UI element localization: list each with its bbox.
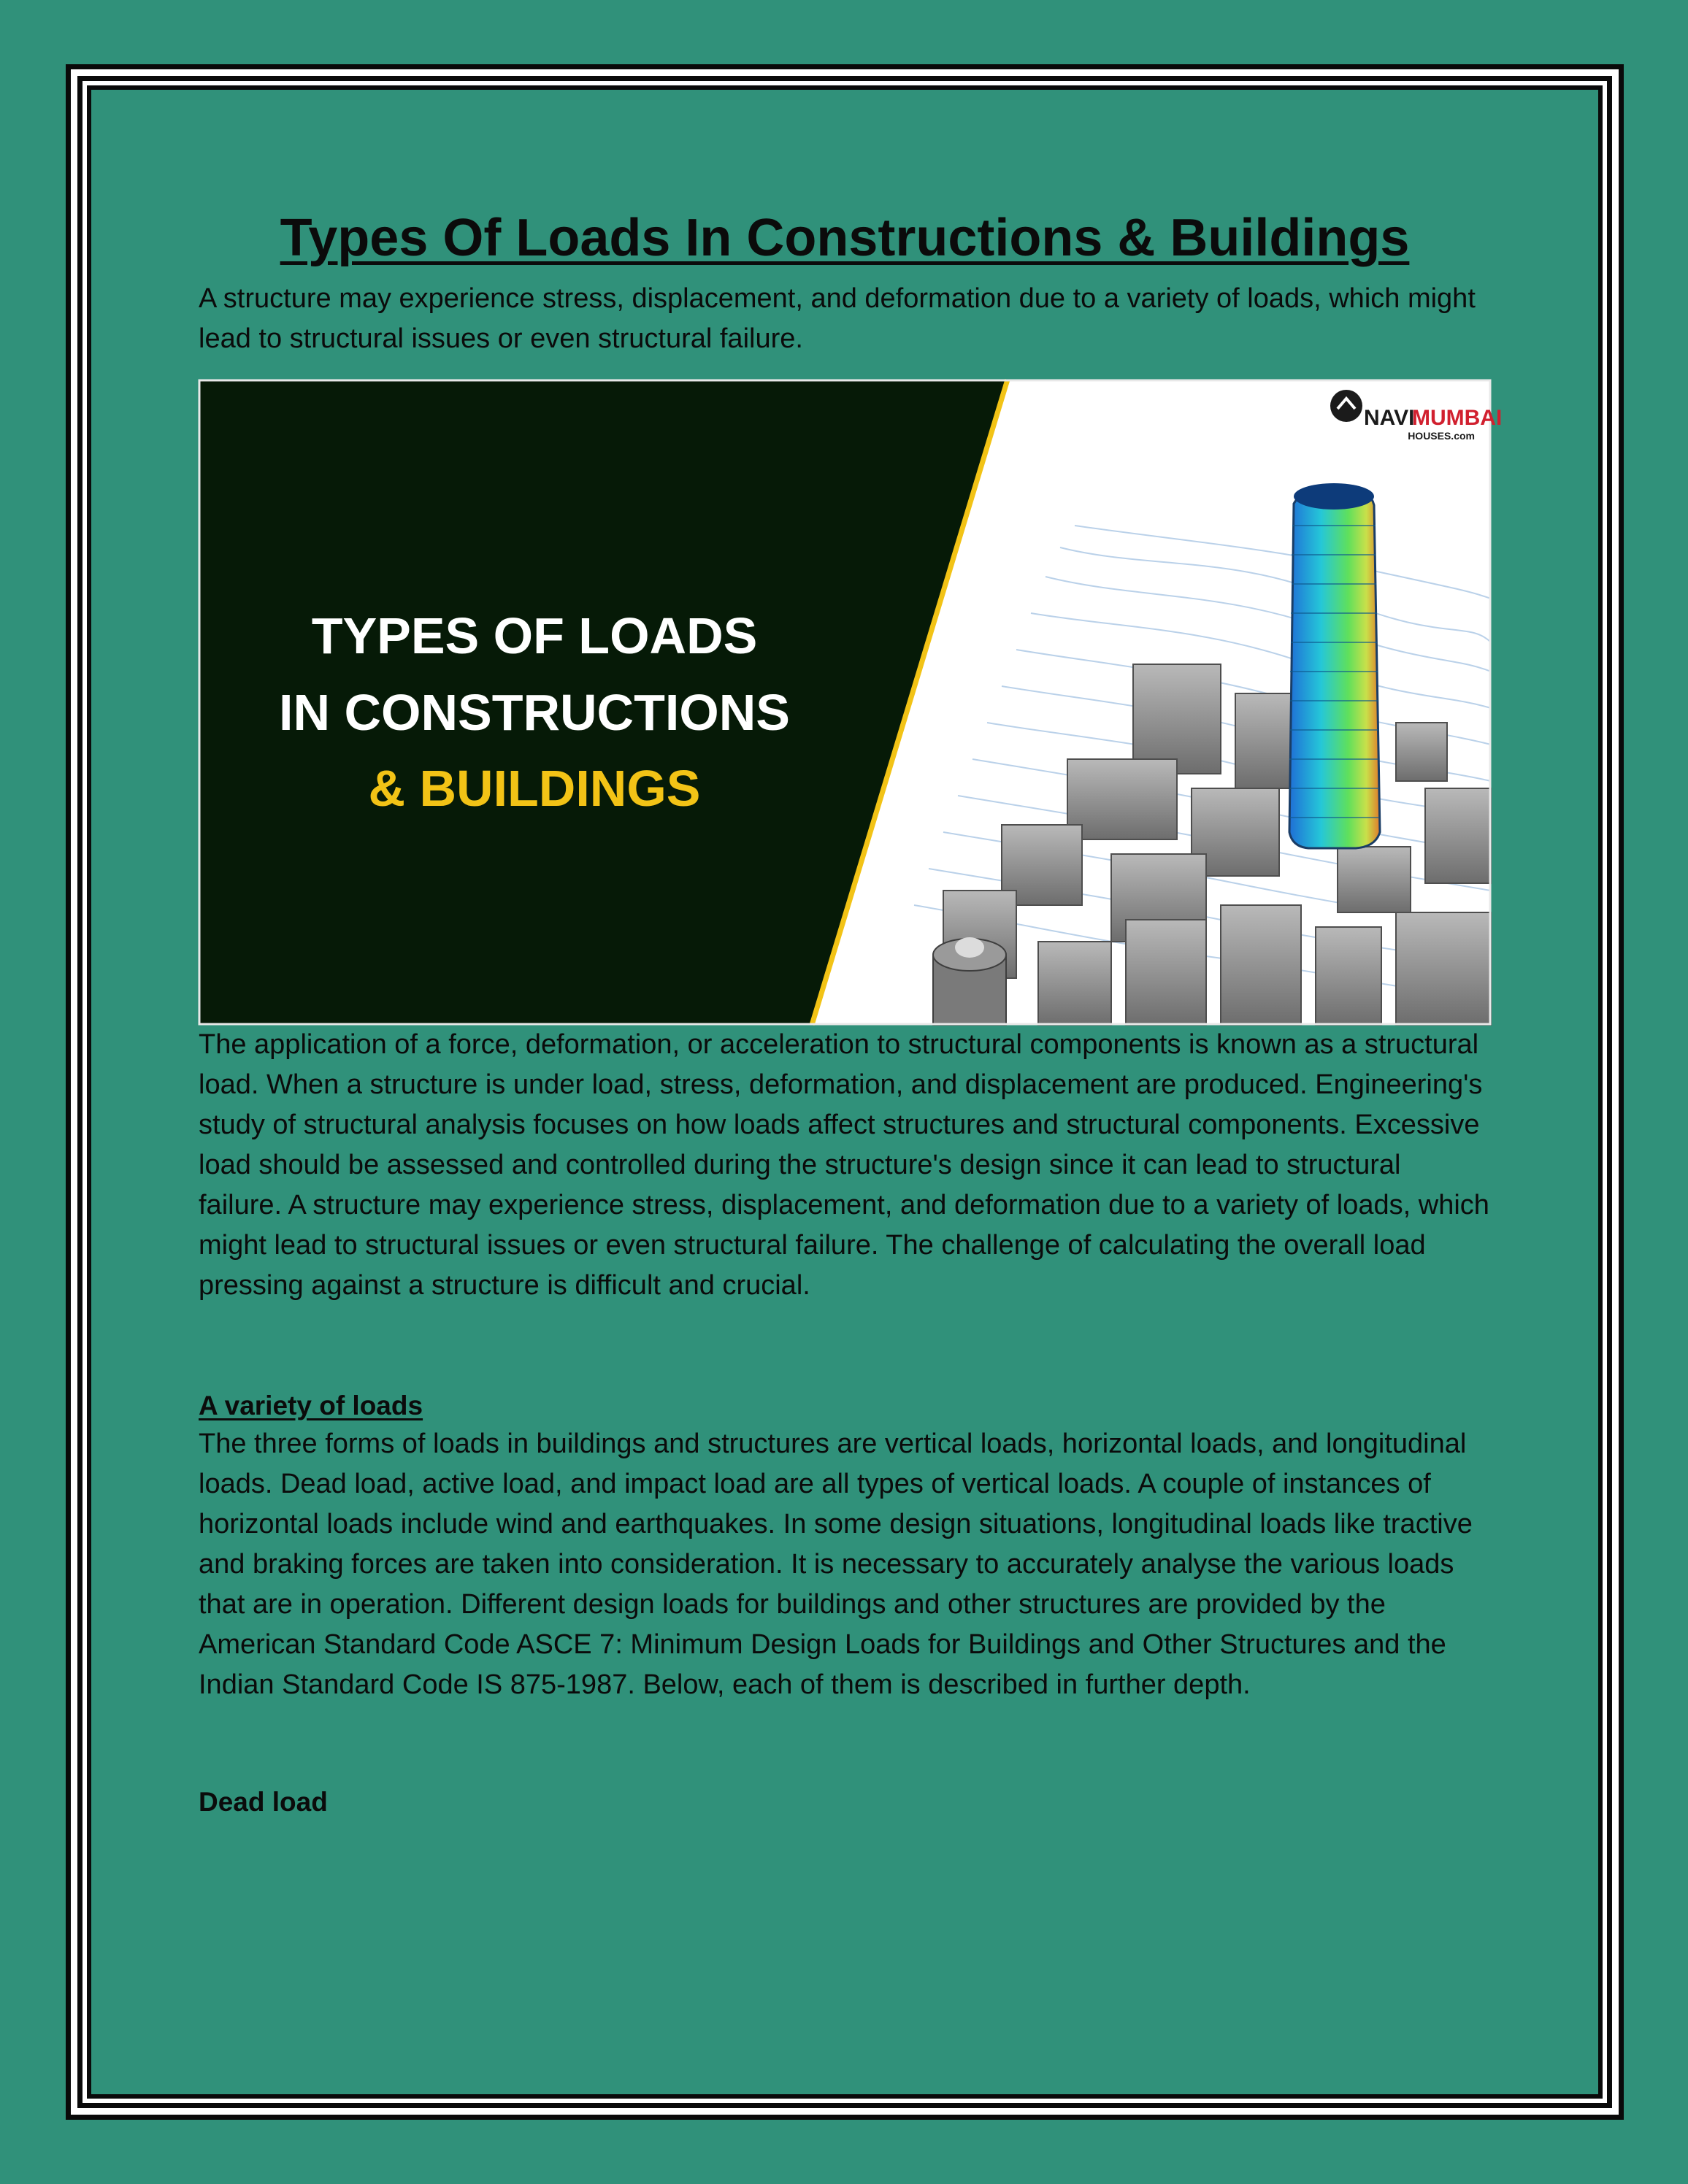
dome-building bbox=[933, 937, 1006, 1025]
section-heading-variety-of-loads: A variety of loads bbox=[199, 1391, 423, 1420]
logo-navi: NAVI bbox=[1364, 406, 1415, 430]
page-title: Types Of Loads In Constructions & Buildings bbox=[280, 209, 1410, 267]
logo-houses: HOUSES.com bbox=[1408, 430, 1475, 442]
intro-paragraph: A structure may experience stress, displacement, and deformation due to a variety of loads, which might lead to structural issues or even structural failure. bbox=[199, 283, 1476, 354]
structural-load-paragraph: The application of a force, deformation, or acceleration to structural components is known as a structural load. When a structure is under load, stress, deformation, and displacement are produced. Engineering's study of structural analysis focuses on how loads affect structures and structural components. Excessive load should be assessed and controlled during the structure's design since it can lead to structural failure. A structure may experience stress, displacement, and deformation due to a variety of loads, which might lead to structural issues or even structural failure. The challenge of calculating the overall load pressing against a structure is difficult and crucial. bbox=[199, 1029, 1489, 1301]
document-content bbox=[199, 197, 1503, 1820]
banner-line-3: & BUILDINGS bbox=[368, 760, 701, 817]
tower-model bbox=[1289, 483, 1380, 848]
banner-image bbox=[199, 380, 1503, 1025]
banner-line-2: IN CONSTRUCTIONS bbox=[279, 684, 790, 741]
banner-line-1: TYPES OF LOADS bbox=[311, 607, 758, 664]
logo-mumbai: MUMBAI bbox=[1412, 406, 1503, 430]
loads-forms-paragraph: The three forms of loads in buildings and structures are vertical loads, horizontal loads, and longitudinal loads. Dead load, active load, and impact load are all types of vertical loads. A couple of instances of horizontal loads include wind and earthquakes. In some design situations, longitudinal loads like tractive and braking forces are taken into consideration. It is necessary to accurately analyse the various loads that are in operation. Different design loads for buildings and other structures are provided by the American Standard Code ASCE 7: Minimum Design Loads for Buildings and Other Structures and the Indian Standard Code IS 875-1987. Below, each of them is described in further depth. bbox=[199, 1429, 1473, 1700]
banner-graphic bbox=[199, 380, 1503, 1025]
subheading-dead-load: Dead load bbox=[199, 1787, 328, 1817]
